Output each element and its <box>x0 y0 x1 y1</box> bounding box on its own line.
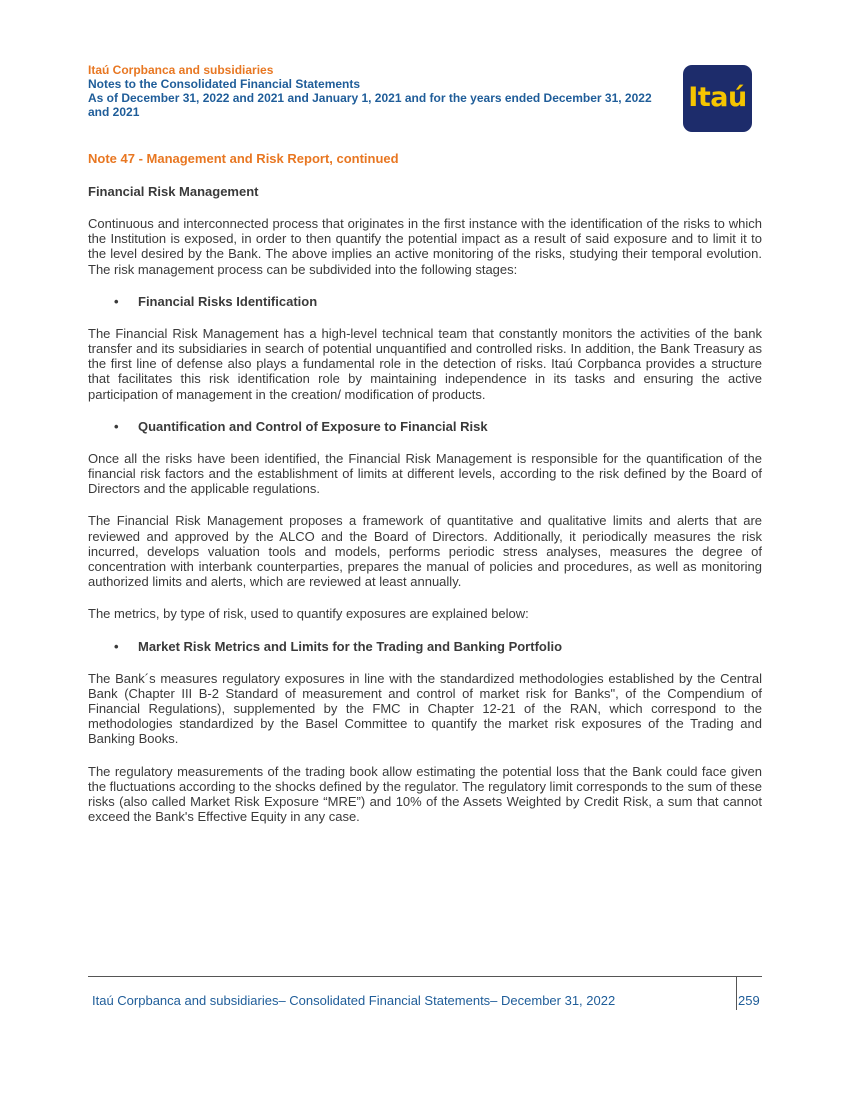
bullet-heading-text: Financial Risks Identification <box>138 293 318 309</box>
footer-text: Itaú Corpbanca and subsidiaries– Consolidated Financial Statements– December 31, 2022 <box>92 993 616 1008</box>
itau-logo <box>683 65 752 132</box>
paragraph-identification: The Financial Risk Management has a high-level technical team that constantly monitors the activities of the bank transfer and its subsidiaries in search of potential unquantified and controlled risks. In addition, the Bank Treasury as the first line of defense also plays a fundamental role in the detection of risks. Itaú Corpbanca provides a structure that facilitates this risk identification role by maintaining independence in its tasks and ensuring the active participation of management in the creation/ modification of products. <box>88 325 762 402</box>
document-header <box>88 63 678 119</box>
paragraph-regulatory-exposures: The Bank´s measures regulatory exposures in line with the standardized methodologies established by the Central Bank (Chapter III B-2 Standard of measurement and control of market risk for Banks", of the Compendium of Financial Regulations), supplemented by the FMC in Chapter 12-21 of the RAN, which correspond to the methodologies standardized by the Basel Committee to quantify the market risk exposures of the Trading and Banking Books. <box>88 670 762 747</box>
bullet-icon: • <box>114 293 119 309</box>
bullet-heading-identification <box>88 294 762 310</box>
bullet-heading-market-risk <box>88 639 762 655</box>
header-period-cont: and 2021 <box>88 105 140 119</box>
document-body <box>88 151 762 841</box>
logo-text: Itaú <box>688 82 747 113</box>
bullet-heading-text: Quantification and Control of Exposure to Financial Risk <box>138 418 488 434</box>
section-title: Financial Risk Management <box>88 184 259 199</box>
page-number: 259 <box>738 993 760 1008</box>
paragraph-trading-book: The regulatory measurements of the trading book allow estimating the potential loss that the Bank could face given the fluctuations according to the shocks defined by the regulator. The regulatory limit corresponds to the sum of these risks (also called Market Risk Exposure “MRE”) and 10% of the Assets Weighted by Credit Risk, a sum that cannot exceed the Bank's Effective Equity in any case. <box>88 763 762 825</box>
bullet-heading-quantification <box>88 419 762 435</box>
bullet-heading-text: Market Risk Metrics and Limits for the Trading and Banking Portfolio <box>138 638 563 654</box>
header-title: Notes to the Consolidated Financial Statements <box>88 77 361 91</box>
bullet-icon: • <box>114 638 119 654</box>
paragraph-metrics: The metrics, by type of risk, used to quantify exposures are explained below: <box>88 606 529 622</box>
paragraph-intro: Continuous and interconnected process that originates in the first instance with the identification of the risks to which the Institution is exposed, in order to then quantify the potential impact as a result of said exposure and to limit it to the level desired by the Bank. The above implies an active monitoring of the risks, studying their temporal evolution. The risk management process can be subdivided into the following stages: <box>88 216 762 277</box>
footer-divider <box>88 976 762 977</box>
paragraph-framework: The Financial Risk Management proposes a framework of quantitative and qualitative limits and alerts that are reviewed and approved by the ALCO and the Board of Directors. Additionally, it periodically measures the risk incurred, develops valuation tools and models, performs periodic stress analyses, measures the degree of concentration with interbank counterparties, prepares the manual of policies and procedures, as well as monitoring authorized limits and alerts, which are reviewed at least annually. <box>88 513 762 590</box>
header-company: Itaú Corpbanca and subsidiaries <box>88 63 274 77</box>
header-period: As of December 31, 2022 and 2021 and January 1, 2021 and for the years ended December 31, 2022 <box>88 91 652 105</box>
bullet-icon: • <box>114 418 119 434</box>
footer-vertical-divider <box>736 977 737 1010</box>
paragraph-quantification: Once all the risks have been identified, the Financial Risk Management is responsible for the quantification of the financial risk factors and the establishment of limits at different levels, according to the risk defined by the Board of Directors and the applicable regulations. <box>88 450 762 497</box>
note-title: Note 47 - Management and Risk Report, continued <box>88 151 399 166</box>
